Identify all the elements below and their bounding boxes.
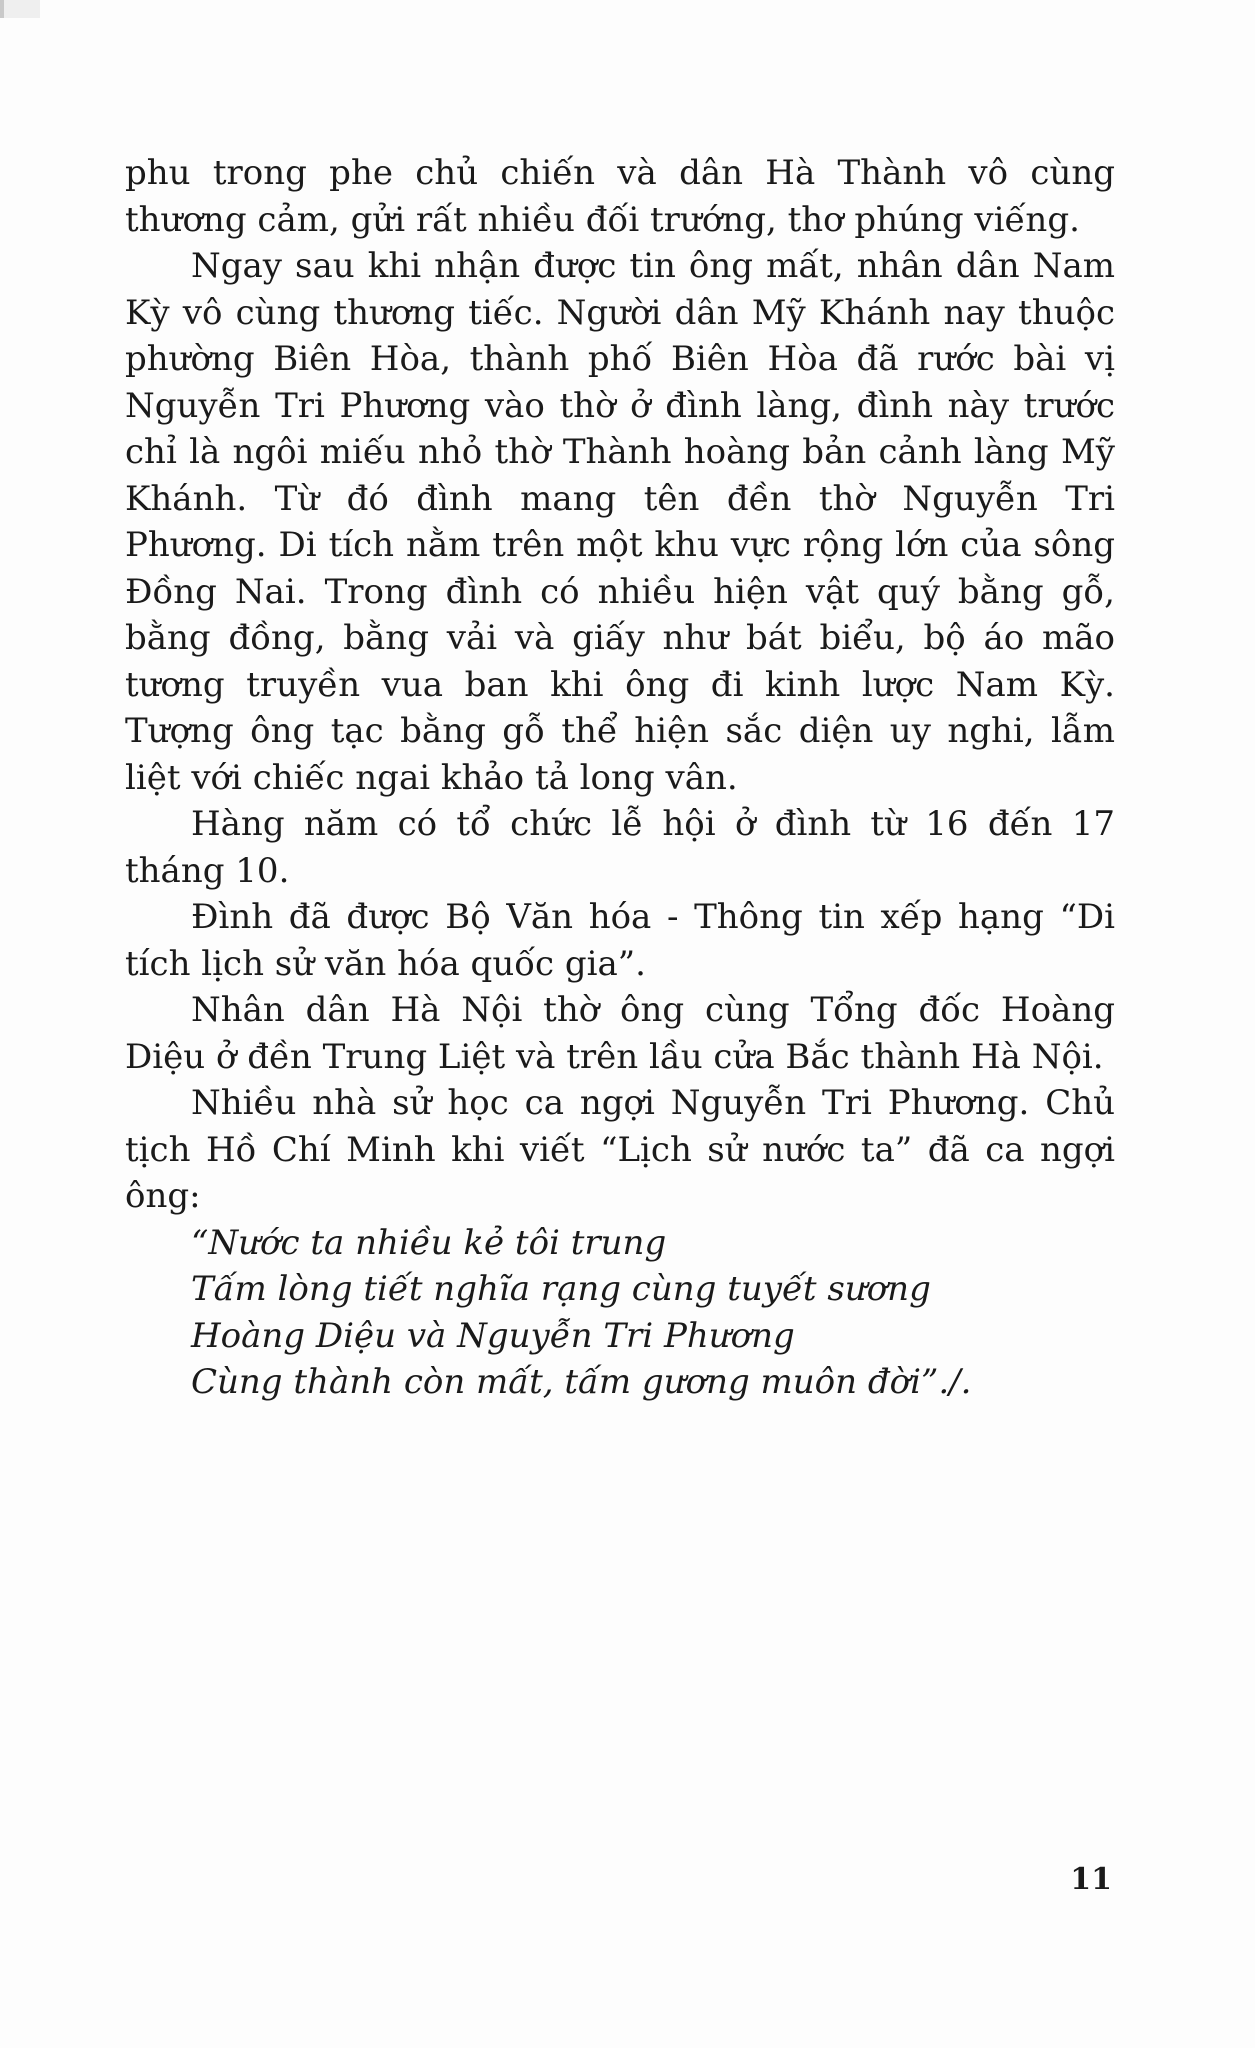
- paragraph-nam-ky-mourning: Ngay sau khi nhận được tin ông mất, nhân dân Nam Kỳ vô cùng thương tiếc. Người dân Mỹ Khánh nay thuộc phường Biên Hòa, thành phố Biên Hòa đã rước bài vị Nguyễn Tri Phương vào thờ ở đình làng, đình này trước chỉ là ngôi miếu nhỏ thờ Thành hoàng bản cảnh làng Mỹ Khánh. Từ đó đình mang tên đền thờ Nguyễn Tri Phương. Di tích nằm trên một khu vực rộng lớn của sông Đồng Nai. Trong đình có nhiều hiện vật quý bằng gỗ, bằng đồng, bằng vải và giấy như bát biểu, bộ áo mão tương truyền vua ban khi ông đi kinh lược Nam Kỳ. Tượng ông tạc bằng gỗ thể hiện sắc diện uy nghi, lẫm liệt với chiếc ngai khảo tả long vân.: [125, 246, 1115, 798]
- poem-line: Cùng thành còn mất, tấm gương muôn đời”./.: [191, 1362, 972, 1402]
- paragraph-hanoi-worship: Nhân dân Hà Nội thờ ông cùng Tổng đốc Hoàng Diệu ở đền Trung Liệt và trên lầu cửa Bắc thành Hà Nội.: [125, 990, 1115, 1077]
- paragraph-heritage-ranking: Đình đã được Bộ Văn hóa - Thông tin xếp hạng “Di tích lịch sử văn hóa quốc gia”.: [125, 897, 1115, 984]
- poem-quote: [125, 1220, 1115, 1406]
- paragraph-continuation: phu trong phe chủ chiến và dân Hà Thành vô cùng thương cảm, gửi rất nhiều đối trướng, thơ phúng viếng.: [125, 153, 1115, 240]
- poem-line: Hoàng Diệu và Nguyễn Tri Phương: [191, 1315, 795, 1356]
- poem-line: Tấm lòng tiết nghĩa rạng cùng tuyết sương: [191, 1269, 931, 1309]
- scan-corner-mark: [0, 0, 40, 18]
- paragraph-historians-praise: Nhiều nhà sử học ca ngợi Nguyễn Tri Phương. Chủ tịch Hồ Chí Minh khi viết “Lịch sử nước ta” đã ca ngợi ông:: [125, 1083, 1115, 1216]
- paragraph-festival: Hàng năm có tổ chức lễ hội ở đình từ 16 đến 17 tháng 10.: [125, 804, 1115, 891]
- page-number: 11: [1070, 1862, 1112, 1897]
- body-text: [125, 150, 1115, 1406]
- poem-line: “Nước ta nhiều kẻ tôi trung: [191, 1222, 667, 1263]
